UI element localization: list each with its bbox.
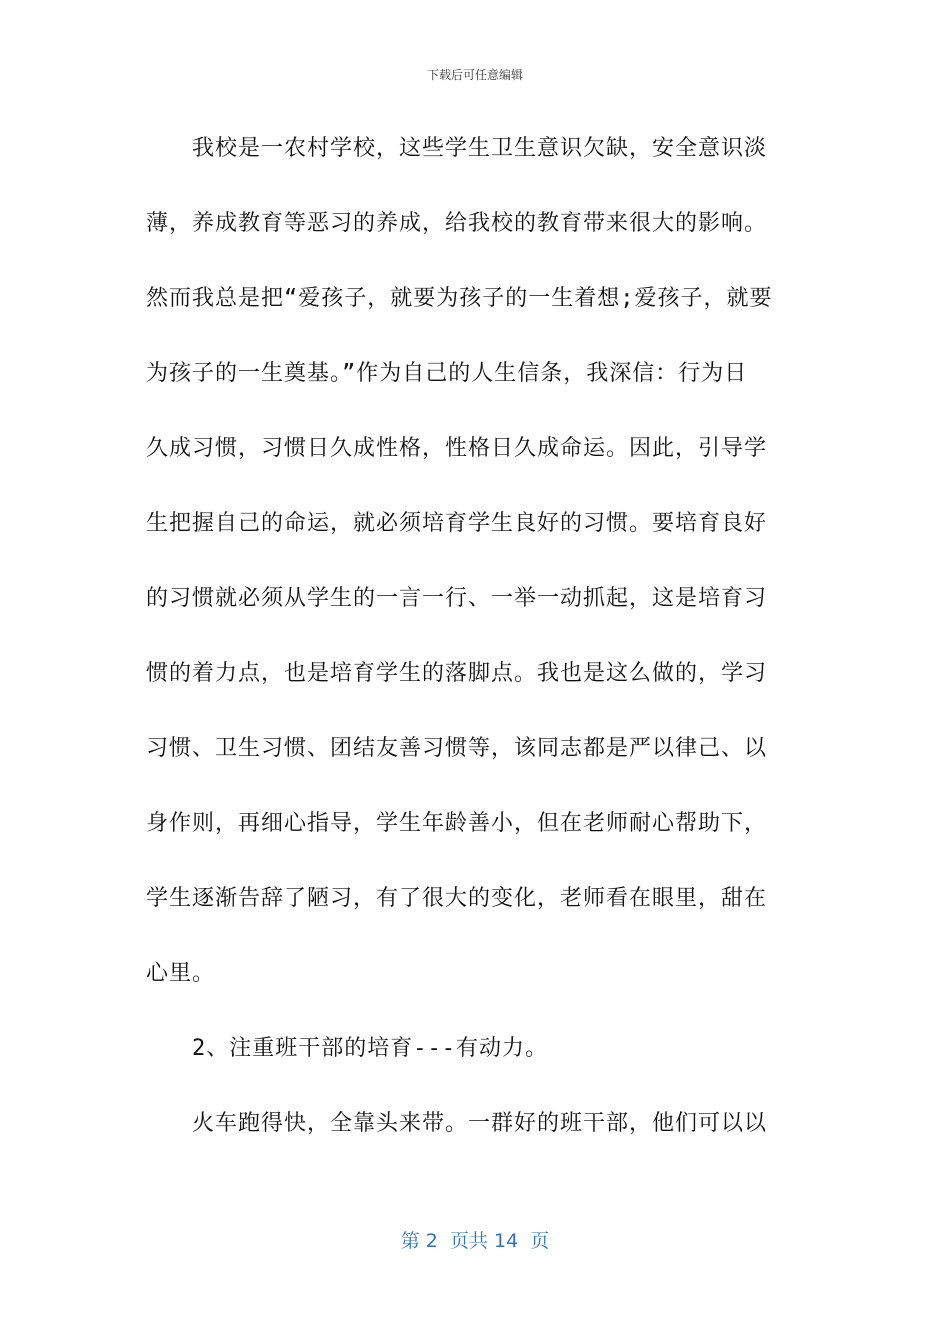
body-line: 薄，养成教育等恶习的养成，给我校的教育带来很大的影响。 (146, 211, 768, 236)
body-line: 为孩子的一生奠基。”作为自己的人生信条，我深信：行为日 (146, 361, 748, 386)
body-line: 生把握自己的命运，就必须培育学生良好的习惯。要培育良好 (146, 511, 768, 536)
body-line: 的习惯就必须从学生的一言一行、一举一动抓起，这是培育习 (146, 586, 768, 611)
body-line: 心里。 (146, 961, 216, 986)
body-line: 学生逐渐告辞了陋习，有了很大的变化，老师看在眼里，甜在 (146, 886, 768, 911)
body-line: 习惯、卫生习惯、团结友善习惯等，该同志都是严以律己、以 (146, 736, 768, 761)
body-line: 火车跑得快，全靠头来带。一群好的班干部，他们可以以 (146, 1111, 768, 1136)
section-heading: 2、注重班干部的培育---有动力。 (146, 1036, 548, 1061)
header-note: 下载后可任意编辑 (426, 68, 523, 82)
body-line: 身作则，再细心指导，学生年龄善小，但在老师耐心帮助下， (146, 811, 768, 836)
body-line: 我校是一农村学校，这些学生卫生意识欠缺，安全意识淡 (146, 136, 768, 161)
body-line: 久成习惯，习惯日久成性格，性格日久成命运。因此，引导学 (146, 436, 768, 461)
body-line: 然而我总是把“爱孩子，就要为孩子的一生着想;爱孩子，就要 (146, 286, 773, 311)
page-number: 第 2 页共 14 页 (400, 1230, 550, 1252)
body-line: 惯的着力点，也是培育学生的落脚点。我也是这么做的，学习 (146, 661, 768, 686)
